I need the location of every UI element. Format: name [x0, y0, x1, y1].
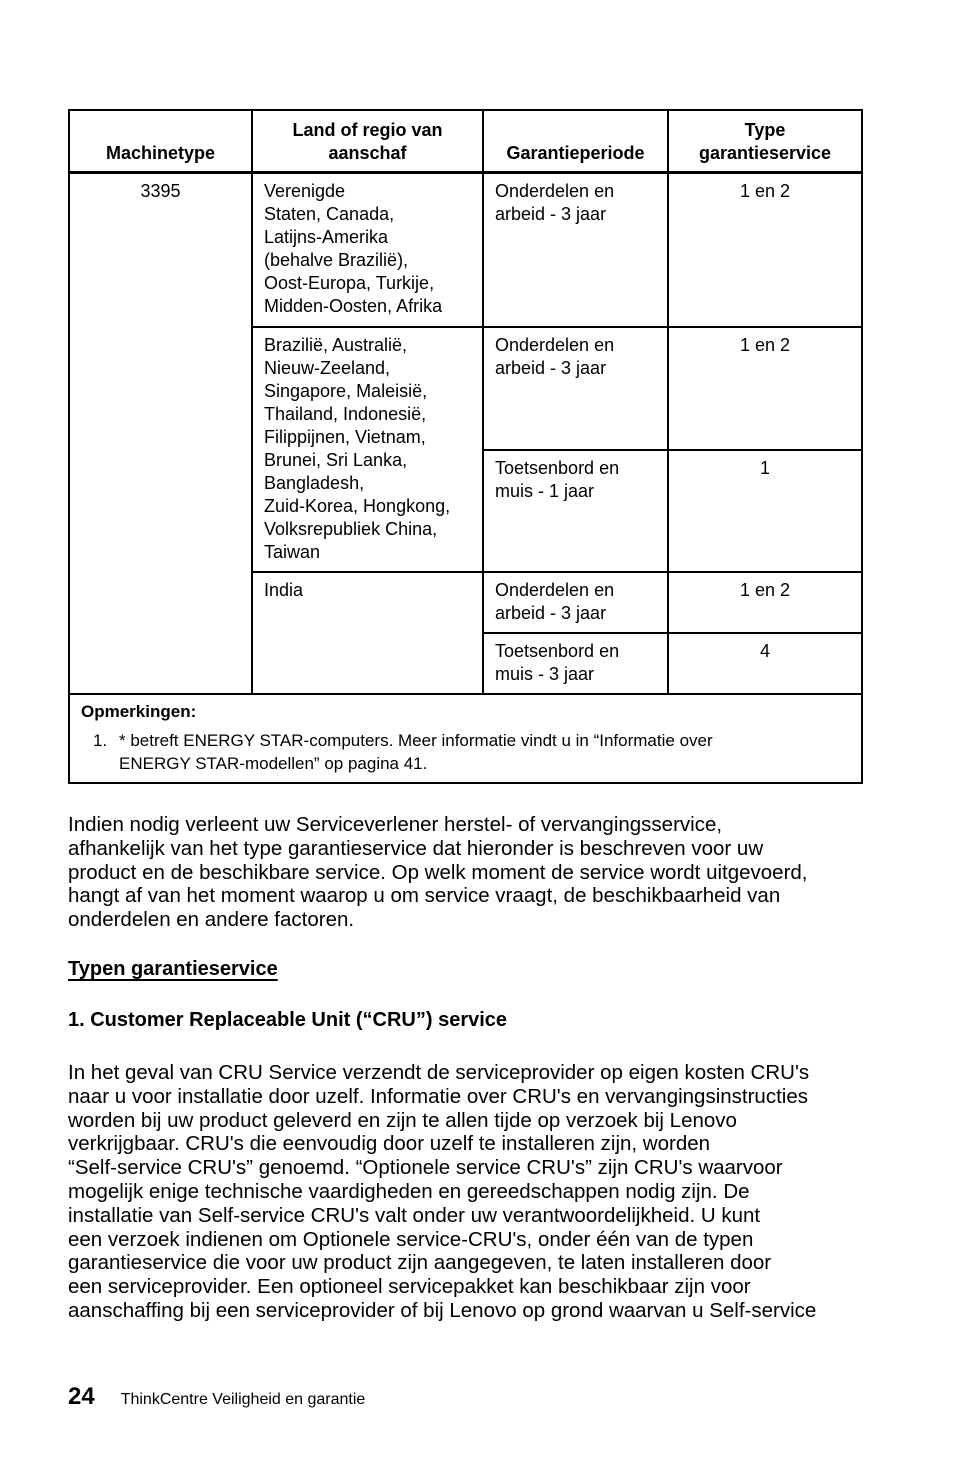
period-line: Onderdelen en — [495, 335, 615, 355]
region-line: Volksrepubliek China, — [264, 519, 438, 539]
region-line: Midden-Oosten, Afrika — [264, 296, 443, 316]
paragraph-line: onderdelen en andere factoren. — [68, 908, 355, 932]
period-line: arbeid - 3 jaar — [495, 358, 607, 378]
header-garantieperiode: Garantieperiode — [483, 110, 668, 173]
paragraph-line: worden bij uw product geleverd en zijn te allen tijde op verzoek bij Lenovo — [68, 1108, 737, 1132]
region-line: Thailand, Indonesië, — [264, 404, 427, 424]
table-header-row — [69, 110, 862, 173]
region-cell-1 — [252, 173, 483, 328]
note-number: 1. — [93, 731, 108, 750]
service-type-cell: 1 en 2 — [668, 173, 862, 328]
page-footer — [68, 1383, 365, 1411]
region-line: Taiwan — [264, 542, 321, 562]
warranty-table — [68, 109, 863, 784]
region-line: Nieuw-Zeeland, — [264, 358, 391, 378]
paragraph-line: een verzoek indienen om Optionele service-CRU's, onder één van de typen — [68, 1227, 754, 1251]
paragraph-line: Indien nodig verleent uw Serviceverlener herstel- of vervangingsservice, — [68, 813, 723, 836]
period-line: muis - 3 jaar — [495, 664, 595, 684]
section-heading: Typen garantieservice — [68, 958, 278, 980]
region-line: Singapore, Maleisië, — [264, 381, 428, 401]
service-type-cell: 4 — [668, 633, 862, 694]
region-line: Staten, Canada, — [264, 204, 395, 224]
period-line: Toetsenbord en — [495, 457, 620, 478]
period-cell — [483, 173, 668, 328]
region-line: Oost-Europa, Turkije, — [264, 273, 435, 293]
service-type-cell: 1 en 2 — [668, 572, 862, 633]
period-cell — [483, 572, 668, 633]
subsection-heading: 1. Customer Replaceable Unit (“CRU”) service — [68, 1009, 508, 1031]
paragraph-line: afhankelijk van het type garantieservice dat hieronder is beschreven voor uw — [68, 836, 764, 860]
header-type-garantieservice: Type garantieservice — [668, 110, 862, 173]
period-line: Toetsenbord en — [495, 641, 620, 661]
paragraph-line: een serviceprovider. Een optioneel servicepakket kan beschikbaar zijn voor — [68, 1275, 751, 1299]
period-cell — [483, 633, 668, 694]
notes-row — [69, 694, 862, 783]
period-line: Onderdelen en — [495, 181, 615, 201]
paragraph-line: installatie van Self-service CRU's valt onder uw verantwoordelijkheid. U kunt — [68, 1203, 761, 1227]
period-line: arbeid - 3 jaar — [495, 204, 607, 224]
paragraph-line: product en de beschikbare service. Op welk moment de service wordt uitgevoerd, — [68, 860, 808, 884]
paragraph-line: verkrijgbaar. CRU's die eenvoudig door uzelf te installeren zijn, worden — [68, 1132, 711, 1156]
region-cell-3 — [252, 572, 483, 694]
header-machinetype: Machinetype — [69, 110, 252, 173]
region-line: (behalve Brazilië), — [264, 250, 409, 270]
note-item — [81, 729, 850, 775]
region-line: Zuid-Korea, Hongkong, — [264, 496, 451, 516]
table-row — [69, 173, 862, 328]
service-type-cell: 1 — [668, 450, 862, 573]
period-line: arbeid - 3 jaar — [495, 603, 607, 623]
machine-type-cell: 3395 — [69, 173, 252, 695]
paragraph-line: “Self-service CRU's” genoemd. “Optionele service CRU's” zijn CRU's waarvoor — [68, 1156, 783, 1180]
cru-paragraph — [68, 1061, 868, 1323]
region-line: Filippijnen, Vietnam, — [264, 427, 426, 447]
region-line: India — [264, 580, 304, 600]
page-number: 24 — [68, 1383, 95, 1410]
period-cell — [483, 450, 668, 573]
notes-title: Opmerkingen: — [81, 702, 197, 721]
region-line: Verenigde — [264, 181, 346, 201]
paragraph-line: In het geval van CRU Service verzendt de serviceprovider op eigen kosten CRU's — [68, 1061, 810, 1084]
period-cell — [483, 327, 668, 450]
region-line: Brunei, Sri Lanka, — [264, 450, 408, 470]
paragraph-line: garantieservice die voor uw product zijn aangegeven, te laten installeren door — [68, 1251, 772, 1275]
region-line: Latijns-Amerika — [264, 227, 389, 247]
region-line: Bangladesh, — [264, 473, 365, 493]
notes-cell — [69, 694, 862, 783]
region-line: Brazilië, Australië, — [264, 335, 408, 355]
intro-paragraph — [68, 813, 868, 932]
period-line: Onderdelen en — [495, 580, 615, 600]
note-line: ENERGY STAR-modellen” op pagina 41. — [119, 754, 428, 773]
header-land-regio: Land of regio van aanschaf — [252, 110, 483, 173]
paragraph-line: mogelijk enige technische vaardigheden en gereedschappen nodig zijn. De — [68, 1179, 750, 1203]
note-text — [119, 729, 713, 775]
note-line: * betreft ENERGY STAR-computers. Meer informatie vindt u in “Informatie over — [119, 731, 713, 750]
service-type-cell: 1 en 2 — [668, 327, 862, 450]
document-title: ThinkCentre Veiligheid en garantie — [120, 1391, 366, 1408]
period-line: muis - 1 jaar — [495, 480, 595, 501]
paragraph-line: naar u voor installatie door uzelf. Informatie over CRU's en vervangingsinstructies — [68, 1084, 808, 1108]
region-cell-2 — [252, 327, 483, 572]
paragraph-line: hangt af van het moment waarop u om service vraagt, de beschikbaarheid van — [68, 884, 781, 908]
paragraph-line: aanschaffing bij een serviceprovider of bij Lenovo op grond waarvan u Self-service — [68, 1298, 817, 1322]
